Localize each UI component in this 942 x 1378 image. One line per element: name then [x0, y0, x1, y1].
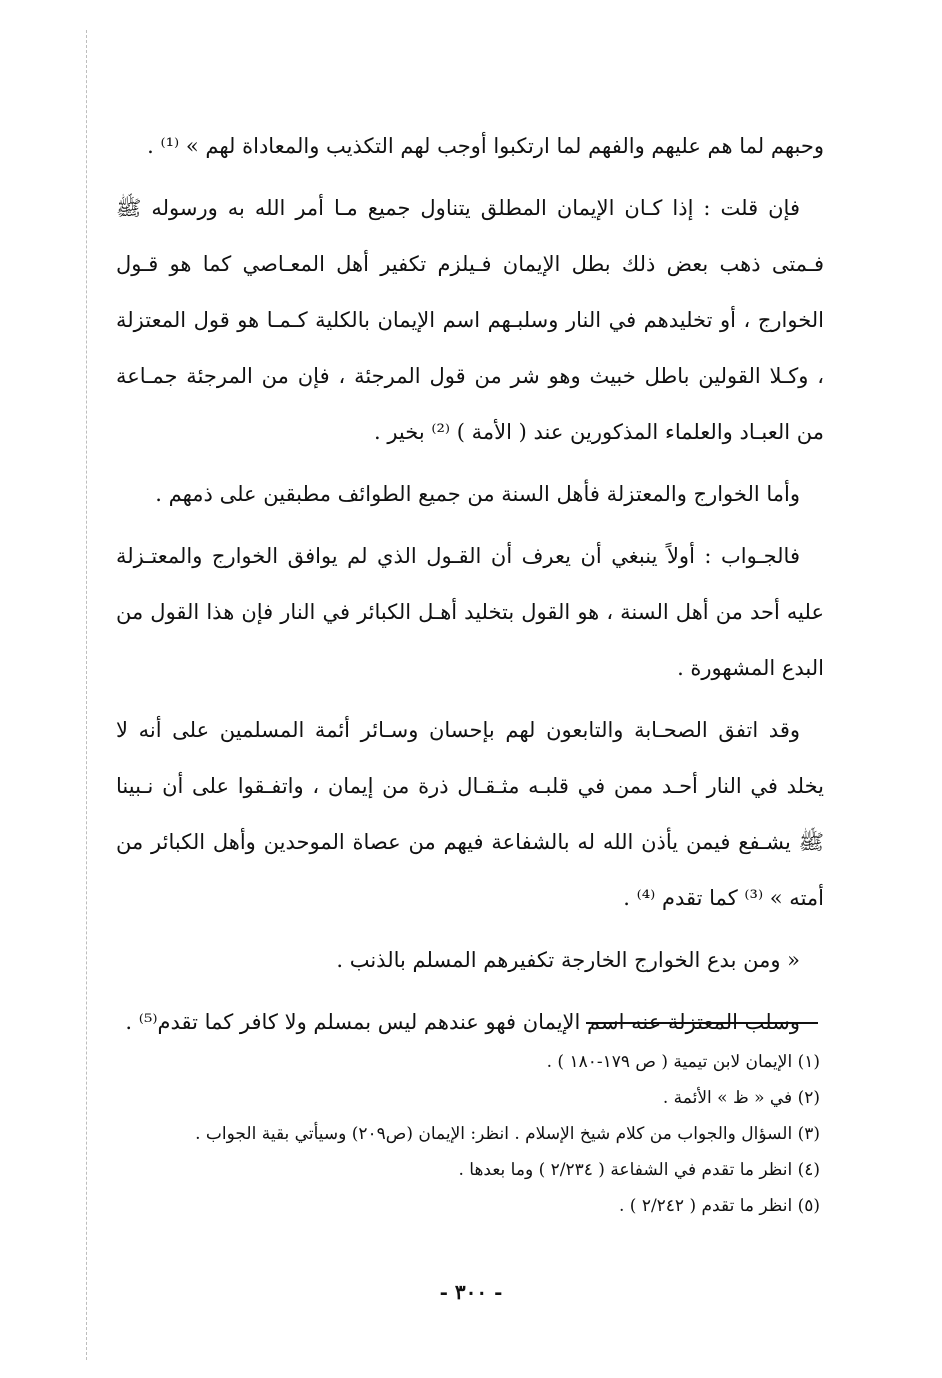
footnote-3: (٣) السؤال والجواب من كلام شيخ الإسلام . انظر: الإيمان (ص٢٠٩) وسيأتي بقية الجواب . — [195, 1124, 820, 1144]
footnote-2: (٢) في « ظ » الأئمة . — [662, 1088, 820, 1108]
footnote-4: (٤) انظر ما تقدم في الشفاعة ( ٢/٢٣٤ ) وما بعدها . — [458, 1160, 820, 1180]
paragraph-4: فالجـواب : أولاً ينبغي أن يعرف أن القـول الذي لم يوافق الخوارج والمعتـزلة عليه أحد من أهل السنة ، هو القول بتخليد أهـل الكبائر في النار فإن هذا القول من البدع المشهورة . — [116, 544, 824, 680]
paragraph-3: وأما الخوارج والمعتزلة فأهل السنة من جميع الطوائف مطبقين على ذمهم . — [155, 482, 800, 506]
paragraph-2: فإن قلت : إذا كـان الإيمان المطلق يتناول جميع مـا أمر الله به ورسوله ﷺ فـمتى ذهب بعض ذلك بطل الإيمان فـيلزم تكفير أهل المعـاصي كما هو قـول الخوارج ، أو تخليدهم في النار وسلبـهم اسم الإيمان بالكلية كـمـا هو قول المعتزلة ، وكـلا القولين باطل خبيث وهو شر من قول المرجئة ، فإن من المرجئة جمـاعة من العبـاد والعلماء المذكورين عند ( الأمة ) ⁽²⁾ بخير . — [116, 196, 824, 444]
footnote-separator — [586, 1022, 818, 1024]
paragraph-6: « ومن بدع الخوارج الخارجة تكفيرهم المسلم بالذنب . — [336, 948, 800, 972]
page-number: - ٣٠٠ - — [439, 1280, 503, 1304]
paragraph-7: وسلب المعتزلة عنه اسم الإيمان فهو عندهم ليس بمسلم ولا كافر كما تقدم⁽⁵⁾ . — [125, 1010, 800, 1034]
paragraph-1: وحبهم لما هم عليهم والفهم لما ارتكبوا أوجب لهم التكذيب والمعاداة لهم » ⁽¹⁾ . — [147, 134, 824, 158]
footnotes — [120, 1044, 820, 1224]
main-text — [116, 118, 824, 1056]
paragraph-5: وقد اتفق الصحـابة والتابعون لهم بإحسان وسـائر أئمة المسلمين على أنه لا يخلد في النار أحـد ممن في قلبـه مثـقـال ذرة من إيمان ، واتفـقوا على أن نـبينا ﷺ يشـفع فيمن يأذن الله له بالشفاعة فيهم من عصاة الموحدين وأهل الكبائر من أمته » ⁽³⁾ كما تقدم ⁽⁴⁾ . — [116, 718, 824, 910]
scan-edge-line — [86, 30, 87, 1360]
footnote-1: (١) الإيمان لابن تيمية ( ص ١٧٩-١٨٠ ) . — [546, 1052, 820, 1072]
footnote-5: (٥) انظر ما تقدم ( ٢/٢٤٢ ) . — [618, 1196, 820, 1216]
